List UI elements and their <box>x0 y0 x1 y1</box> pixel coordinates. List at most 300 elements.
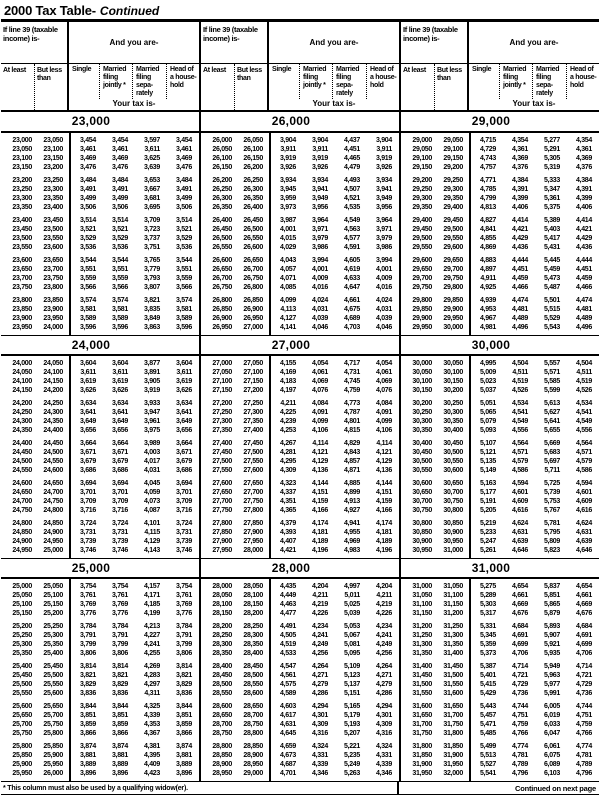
tax-single: 4,743 <box>479 155 496 162</box>
table-row <box>201 305 399 314</box>
income-but-less-than: 30,400 <box>443 427 463 434</box>
tax-married-jointly: 4,046 <box>311 324 328 331</box>
table-row <box>1 457 199 466</box>
tax-single: 3,874 <box>79 743 96 750</box>
income-at-least: 24,700 <box>12 498 32 505</box>
income-at-least: 25,850 <box>12 752 32 759</box>
income-at-least: 28,500 <box>212 681 232 688</box>
income-at-least: 23,500 <box>12 235 32 242</box>
tax-single: 4,295 <box>279 458 296 465</box>
tax-head-of-household: 4,631 <box>575 529 592 536</box>
tax-head-of-household: 3,896 <box>175 770 192 777</box>
tax-single: 3,851 <box>79 712 96 719</box>
tax-single: 3,566 <box>79 284 96 291</box>
income-but-less-than: 26,000 <box>43 770 63 777</box>
tax-head-of-household: 3,986 <box>375 244 392 251</box>
tax-head-of-household: 4,691 <box>575 632 592 639</box>
income-at-least: 25,050 <box>12 592 32 599</box>
tax-single: 4,085 <box>279 284 296 291</box>
tax-head-of-household: 4,121 <box>375 449 392 456</box>
table-row <box>1 546 199 555</box>
tax-married-jointly: 3,671 <box>111 449 128 456</box>
page-title <box>1 2 599 19</box>
income-at-least: 25,000 <box>12 583 32 590</box>
tax-single: 4,883 <box>479 257 496 264</box>
tax-head-of-household: 3,619 <box>175 378 192 385</box>
income-but-less-than: 28,900 <box>243 752 263 759</box>
income-at-least: 28,700 <box>212 721 232 728</box>
income-at-least: 24,200 <box>12 400 32 407</box>
income-but-less-than: 27,150 <box>243 378 263 385</box>
tax-single: 3,829 <box>79 681 96 688</box>
income-but-less-than: 25,300 <box>43 632 63 639</box>
tax-head-of-household: 4,586 <box>575 467 592 474</box>
tax-single: 4,911 <box>480 275 496 282</box>
income-at-least: 29,500 <box>412 235 432 242</box>
income-at-least: 27,050 <box>212 369 232 376</box>
tax-married-separately: 6,089 <box>543 761 560 768</box>
income-at-least: 24,450 <box>12 449 32 456</box>
tax-married-separately: 4,871 <box>343 467 360 474</box>
tax-head-of-household: 4,466 <box>575 284 592 291</box>
income-but-less-than: 29,250 <box>443 177 463 184</box>
table-row <box>201 359 399 368</box>
tax-single: 4,435 <box>279 583 296 590</box>
income-but-less-than: 25,200 <box>43 610 63 617</box>
tax-married-separately: 5,599 <box>543 387 560 394</box>
col-header-at-least: At least <box>3 67 26 74</box>
table-row <box>1 711 199 720</box>
tax-single: 4,589 <box>279 690 296 697</box>
column-divider <box>269 579 271 781</box>
income-at-least: 27,700 <box>212 498 232 505</box>
income-but-less-than: 23,400 <box>43 204 63 211</box>
panel-header <box>401 22 599 112</box>
tax-head-of-household: 4,256 <box>375 650 392 657</box>
income-but-less-than: 30,600 <box>443 467 463 474</box>
income-at-least: 27,750 <box>212 507 232 514</box>
tax-married-jointly: 3,934 <box>311 177 328 184</box>
tax-married-jointly: 4,789 <box>511 761 528 768</box>
income-but-less-than: 29,450 <box>443 217 463 224</box>
tax-single: 4,477 <box>279 610 296 617</box>
tax-married-jointly: 4,714 <box>511 663 528 670</box>
tax-head-of-household: 4,136 <box>375 467 392 474</box>
table-row <box>401 506 599 515</box>
tax-single: 4,673 <box>279 752 296 759</box>
income-at-least: 24,550 <box>12 467 32 474</box>
tax-married-separately: 3,737 <box>143 235 160 242</box>
tax-married-separately: 5,711 <box>544 467 560 474</box>
income-at-least: 28,150 <box>212 610 232 617</box>
income-but-less-than: 31,400 <box>443 650 463 657</box>
tax-head-of-household: 4,751 <box>575 712 592 719</box>
tax-married-separately: 4,675 <box>343 306 360 313</box>
tax-married-jointly: 3,679 <box>111 458 128 465</box>
income-at-least: 30,950 <box>412 547 432 554</box>
tax-married-jointly: 4,721 <box>511 672 528 679</box>
income-but-less-than: 27,700 <box>243 489 263 496</box>
tax-married-jointly: 3,574 <box>111 297 128 304</box>
tax-head-of-household: 3,829 <box>175 681 192 688</box>
income-but-less-than: 26,350 <box>243 195 263 202</box>
tax-single: 3,656 <box>79 427 96 434</box>
income-but-less-than: 31,000 <box>443 547 463 554</box>
income-but-less-than: 29,350 <box>443 195 463 202</box>
tax-single: 4,827 <box>479 217 496 224</box>
tax-head-of-household: 3,941 <box>375 186 392 193</box>
table-row <box>1 256 199 265</box>
table-row <box>1 479 199 488</box>
tax-single: 4,939 <box>479 297 496 304</box>
tax-married-jointly: 3,634 <box>111 400 128 407</box>
tax-married-separately: 5,277 <box>543 137 560 144</box>
tax-single: 4,547 <box>279 663 296 670</box>
tax-married-jointly: 3,836 <box>111 690 128 697</box>
tax-head-of-household: 3,964 <box>375 217 392 224</box>
table-row <box>201 296 399 305</box>
income-at-least: 24,350 <box>12 427 32 434</box>
income-but-less-than: 29,050 <box>443 137 463 144</box>
income-at-least: 27,600 <box>212 480 232 487</box>
table-footer <box>1 781 599 795</box>
income-but-less-than: 24,450 <box>43 440 63 447</box>
income-at-least: 27,900 <box>212 538 232 545</box>
tax-head-of-household: 4,369 <box>575 155 592 162</box>
tax-married-separately: 4,157 <box>143 583 160 590</box>
income-but-less-than: 27,500 <box>243 449 263 456</box>
tax-married-jointly: 3,514 <box>111 217 128 224</box>
income-at-least: 26,950 <box>212 324 232 331</box>
tax-married-separately: 6,075 <box>543 752 560 759</box>
tax-married-jointly: 3,956 <box>311 204 328 211</box>
tax-single: 4,575 <box>279 681 296 688</box>
tax-head-of-household: 4,781 <box>575 752 592 759</box>
tax-married-separately: 4,409 <box>143 761 160 768</box>
tax-married-separately: 4,955 <box>343 529 360 536</box>
tax-married-separately: 4,353 <box>143 721 160 728</box>
table-row <box>401 479 599 488</box>
tax-married-jointly: 4,744 <box>511 703 528 710</box>
income-at-least: 23,900 <box>12 315 32 322</box>
and-you-are-label: And you are- <box>269 22 399 64</box>
income-at-least: 25,300 <box>12 641 32 648</box>
tax-head-of-household: 4,264 <box>375 663 392 670</box>
income-at-least: 31,500 <box>412 681 432 688</box>
tax-married-jointly: 4,241 <box>311 632 328 639</box>
tax-married-jointly: 4,339 <box>311 761 328 768</box>
tax-single: 3,945 <box>279 186 296 193</box>
income-but-less-than: 27,400 <box>243 427 263 434</box>
tax-married-separately: 3,975 <box>143 427 160 434</box>
table-row <box>201 631 399 640</box>
income-but-less-than: 23,300 <box>43 186 63 193</box>
income-but-less-than: 24,200 <box>43 387 63 394</box>
tax-married-jointly: 4,729 <box>511 681 528 688</box>
tax-married-jointly: 4,384 <box>511 177 528 184</box>
tax-single: 4,463 <box>279 601 296 608</box>
tax-married-separately: 4,367 <box>143 730 160 737</box>
income-at-least: 26,300 <box>212 195 232 202</box>
tax-head-of-household: 4,106 <box>375 427 392 434</box>
tax-single: 4,449 <box>279 592 296 599</box>
table-row <box>1 729 199 738</box>
income-at-least: 30,400 <box>412 440 432 447</box>
tax-head-of-household: 4,234 <box>375 623 392 630</box>
tax-married-jointly: 3,859 <box>111 721 128 728</box>
tax-head-of-household: 4,316 <box>375 730 392 737</box>
tax-head-of-household: 4,189 <box>375 538 392 545</box>
table-row <box>401 457 599 466</box>
tax-single: 5,541 <box>479 770 496 777</box>
tax-married-separately: 4,241 <box>143 641 160 648</box>
tax-married-jointly: 3,731 <box>111 529 128 536</box>
tax-married-jointly: 4,496 <box>511 324 528 331</box>
tax-married-jointly: 4,324 <box>311 743 328 750</box>
tax-married-jointly: 3,776 <box>111 610 128 617</box>
tax-head-of-household: 4,031 <box>375 306 392 313</box>
tax-head-of-household: 3,566 <box>175 284 192 291</box>
tax-married-separately: 4,521 <box>343 195 360 202</box>
section-body <box>401 579 599 781</box>
tax-head-of-household: 4,166 <box>375 507 392 514</box>
table-row <box>1 609 199 618</box>
tax-single: 4,309 <box>279 467 296 474</box>
tax-single: 3,499 <box>79 195 96 202</box>
col-header-at-least: At least <box>203 67 226 74</box>
table-row <box>201 582 399 591</box>
table-row <box>1 399 199 408</box>
tax-head-of-household: 4,421 <box>575 226 592 233</box>
tax-single: 4,253 <box>279 427 296 434</box>
income-but-less-than: 29,600 <box>443 244 463 251</box>
tax-married-separately: 5,655 <box>543 427 560 434</box>
tax-single: 5,093 <box>479 427 496 434</box>
income-but-less-than: 25,150 <box>43 601 63 608</box>
tax-single: 3,559 <box>79 275 96 282</box>
tax-head-of-household: 4,721 <box>575 672 592 679</box>
income-at-least: 27,650 <box>212 489 232 496</box>
tax-head-of-household: 3,626 <box>175 387 192 394</box>
table-row <box>1 662 199 671</box>
income-at-least: 28,300 <box>212 641 232 648</box>
income-at-least: 30,900 <box>412 538 432 545</box>
tax-married-separately: 4,423 <box>143 770 160 777</box>
tax-single: 4,967 <box>479 315 496 322</box>
income-but-less-than: 23,100 <box>43 146 63 153</box>
tax-single: 3,679 <box>79 458 96 465</box>
tax-head-of-household: 3,664 <box>175 440 192 447</box>
tax-married-separately: 5,767 <box>543 507 560 514</box>
income-but-less-than: 26,050 <box>243 137 263 144</box>
table-row <box>1 702 199 711</box>
tax-married-separately: 3,709 <box>143 217 160 224</box>
table-row <box>201 479 399 488</box>
section-body <box>401 356 599 558</box>
tax-head-of-household: 4,016 <box>375 284 392 291</box>
tax-married-separately: 4,451 <box>343 146 360 153</box>
tax-married-separately: 4,213 <box>143 623 160 630</box>
income-at-least: 31,000 <box>412 583 432 590</box>
income-at-least: 29,300 <box>412 195 432 202</box>
tax-single: 3,761 <box>79 592 96 599</box>
tax-head-of-household: 3,574 <box>175 297 192 304</box>
table-row <box>401 689 599 698</box>
tax-single: 4,631 <box>279 721 296 728</box>
tax-head-of-household: 4,489 <box>575 315 592 322</box>
tax-head-of-household: 3,499 <box>175 195 192 202</box>
income-at-least: 30,550 <box>412 467 432 474</box>
title-main: 2000 Tax Table- <box>4 3 96 18</box>
tax-married-separately: 5,935 <box>543 650 560 657</box>
tax-single: 4,365 <box>279 507 296 514</box>
tax-single: 3,521 <box>79 226 96 233</box>
tax-married-jointly: 4,594 <box>511 480 528 487</box>
tax-single: 3,581 <box>79 306 96 313</box>
table-row <box>1 194 199 203</box>
income-at-least: 23,050 <box>12 146 32 153</box>
income-but-less-than: 31,100 <box>443 592 463 599</box>
tax-married-jointly: 3,806 <box>111 650 128 657</box>
income-at-least: 29,850 <box>412 306 432 313</box>
tax-head-of-household: 4,774 <box>575 743 592 750</box>
table-row <box>401 185 599 194</box>
tax-single: 3,866 <box>79 730 96 737</box>
tax-head-of-household: 3,739 <box>175 538 192 545</box>
income-but-less-than: 30,650 <box>443 480 463 487</box>
income-but-less-than: 27,800 <box>243 507 263 514</box>
table-row <box>201 769 399 778</box>
col-header-head-of-household: Head of a house- hold <box>366 64 399 99</box>
income-but-less-than: 24,350 <box>43 418 63 425</box>
tax-head-of-household: 4,481 <box>575 306 592 313</box>
income-at-least: 28,900 <box>212 761 232 768</box>
tax-married-jointly: 3,491 <box>111 186 128 193</box>
column-divider <box>469 356 471 558</box>
tax-head-of-household: 4,174 <box>375 520 392 527</box>
tax-head-of-household: 4,759 <box>575 721 592 728</box>
section-heading: 28,000 <box>201 558 399 579</box>
income-at-least: 28,100 <box>212 601 232 608</box>
table-row <box>201 154 399 163</box>
tax-head-of-household: 3,844 <box>175 703 192 710</box>
tax-head-of-household: 4,211 <box>376 592 392 599</box>
tax-head-of-household: 3,971 <box>375 226 392 233</box>
income-at-least: 27,000 <box>212 360 232 367</box>
tax-married-jointly: 4,691 <box>511 632 528 639</box>
tax-single: 5,499 <box>479 743 496 750</box>
tax-married-jointly: 4,549 <box>511 418 528 425</box>
tax-head-of-household: 4,646 <box>575 547 592 554</box>
income-but-less-than: 26,650 <box>243 257 263 264</box>
tax-single: 4,953 <box>479 306 496 313</box>
table-row <box>1 243 199 252</box>
income-at-least: 29,900 <box>412 315 432 322</box>
tax-head-of-household: 4,474 <box>575 297 592 304</box>
income-but-less-than: 28,650 <box>243 703 263 710</box>
tax-married-separately: 3,933 <box>143 400 160 407</box>
col-header-married-separately: Married filing sepa- rately <box>532 64 566 99</box>
tax-married-separately: 4,605 <box>343 257 360 264</box>
col-header-married-jointly: Married filing jointly * <box>499 64 532 99</box>
income-at-least: 25,950 <box>12 770 32 777</box>
section-body <box>1 356 199 558</box>
table-row <box>401 283 599 292</box>
income-at-least: 27,200 <box>212 400 232 407</box>
income-but-less-than: 30,500 <box>443 449 463 456</box>
tax-head-of-household: 3,761 <box>175 592 192 599</box>
tax-single: 5,527 <box>479 761 496 768</box>
income-but-less-than: 24,500 <box>43 449 63 456</box>
tax-married-jointly: 4,526 <box>511 387 528 394</box>
column-divider <box>269 133 271 335</box>
income-but-less-than: 28,400 <box>243 650 263 657</box>
tax-married-jointly: 3,994 <box>311 257 328 264</box>
tax-married-jointly: 4,444 <box>511 257 528 264</box>
tax-head-of-household: 4,519 <box>575 378 592 385</box>
table-row <box>1 742 199 751</box>
table-row <box>401 680 599 689</box>
tax-single: 3,859 <box>79 721 96 728</box>
income-at-least: 28,550 <box>212 690 232 697</box>
tax-married-separately: 4,493 <box>343 177 360 184</box>
income-but-less-than: 25,350 <box>43 641 63 648</box>
tax-married-jointly: 4,751 <box>511 712 528 719</box>
income-at-least: 25,450 <box>12 672 32 679</box>
income-at-least: 26,750 <box>212 284 232 291</box>
income-but-less-than: 26,850 <box>243 297 263 304</box>
income-but-less-than: 26,450 <box>243 217 263 224</box>
tax-single: 3,619 <box>79 378 96 385</box>
income-at-least: 30,250 <box>412 409 432 416</box>
income-at-least: 23,000 <box>12 137 32 144</box>
income-at-least: 31,850 <box>412 752 432 759</box>
tax-married-jointly: 3,761 <box>111 592 128 599</box>
tax-married-jointly: 4,346 <box>311 770 328 777</box>
tax-single: 5,135 <box>479 458 496 465</box>
tax-married-separately: 5,095 <box>343 650 360 657</box>
table-row <box>401 622 599 631</box>
income-but-less-than: 28,050 <box>243 583 263 590</box>
tax-married-jointly: 4,256 <box>311 650 328 657</box>
tax-head-of-household: 4,114 <box>376 440 392 447</box>
table-row <box>201 742 399 751</box>
income-but-less-than: 30,200 <box>443 387 463 394</box>
table-row <box>401 314 599 323</box>
tax-married-separately: 5,865 <box>543 601 560 608</box>
tax-single: 3,574 <box>79 297 96 304</box>
tax-single: 3,926 <box>279 164 296 171</box>
tax-married-jointly: 4,436 <box>511 244 528 251</box>
tax-married-jointly: 4,534 <box>511 400 528 407</box>
tax-single: 3,641 <box>79 409 96 416</box>
tax-head-of-household: 3,529 <box>175 235 192 242</box>
table-row <box>201 751 399 760</box>
tax-single: 3,911 <box>280 146 296 153</box>
tax-married-separately: 5,501 <box>543 297 560 304</box>
tax-married-jointly: 4,571 <box>511 449 528 456</box>
tax-married-separately: 5,431 <box>543 244 560 251</box>
tax-single: 4,421 <box>279 547 296 554</box>
tax-single: 3,514 <box>79 217 96 224</box>
income-but-less-than: 28,600 <box>243 690 263 697</box>
tax-married-jointly: 3,866 <box>111 730 128 737</box>
tax-single: 3,814 <box>79 663 96 670</box>
income-but-less-than: 24,700 <box>43 489 63 496</box>
income-but-less-than: 26,100 <box>243 146 263 153</box>
tax-married-jointly: 4,309 <box>311 721 328 728</box>
income-at-least: 24,400 <box>12 440 32 447</box>
